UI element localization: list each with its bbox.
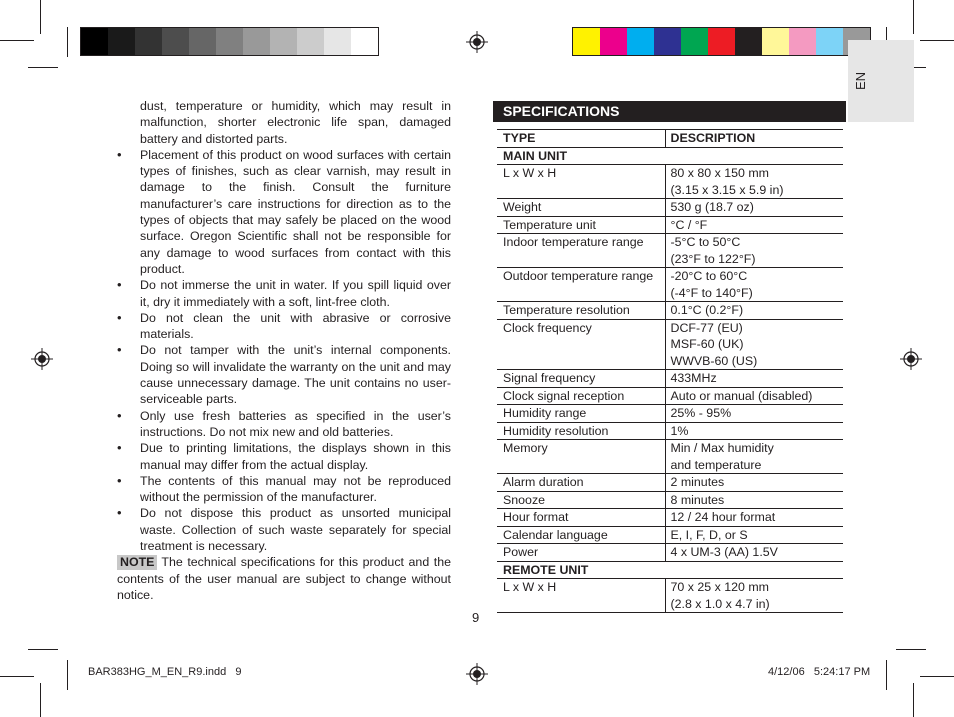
spec-description-line: 1% [670, 423, 689, 438]
table-row [497, 526, 843, 544]
table-row [497, 268, 843, 302]
table-row [497, 216, 843, 234]
spec-description-cell [665, 440, 843, 474]
list-item-text: Placement of this product on wood surfaces with certain types of finishes, such as clear varnish, may result in damage to the finish. Consult the furniture manufacturer’s care instructions for direction as to the types of objects that may safely be placed on the wood surface. Oregon Scientific shall not be responsible for any damage to wood surfaces from contact with this product. [140, 147, 451, 276]
spec-type-cell: Indoor temperature range [497, 234, 665, 268]
crop-mark [40, 683, 41, 717]
list-item [117, 440, 451, 473]
list-item [117, 342, 451, 407]
table-header-row [497, 130, 843, 148]
specifications-table [497, 129, 843, 613]
bullet-icon: • [117, 146, 122, 162]
crop-mark [67, 660, 68, 690]
color-swatch [270, 28, 297, 55]
crop-mark [886, 660, 887, 690]
spec-type-cell: Outdoor temperature range [497, 268, 665, 302]
bullet-icon: • [117, 505, 122, 521]
spec-description-line: WWVB-60 (US) [670, 353, 758, 368]
color-swatch [600, 28, 627, 55]
intro-paragraph: dust, temperature or humidity, which may result in malfunction, shorter electronic life span, damaged battery and distorted parts. [140, 99, 451, 146]
color-swatch [189, 28, 216, 55]
spec-type-cell: Temperature unit [497, 216, 665, 234]
precautions-list [117, 147, 451, 554]
table-row [497, 474, 843, 492]
crop-mark [0, 676, 34, 677]
registration-mark-icon [900, 348, 922, 370]
section-row [497, 147, 843, 165]
spec-description-cell [665, 422, 843, 440]
color-swatch [789, 28, 816, 55]
spec-type-cell: L x W x H [497, 165, 665, 199]
spec-description-cell [665, 405, 843, 423]
table-row [497, 544, 843, 562]
table-row [497, 491, 843, 509]
spec-description-line: 4 x UM-3 (AA) 1.5V [670, 545, 778, 559]
spec-description-line: -20°C to 60°C [670, 269, 748, 283]
spec-description-cell [665, 199, 843, 217]
spec-description-line: 2 minutes [670, 475, 725, 489]
list-item [117, 277, 451, 310]
spec-description-cell [665, 370, 843, 388]
list-item-text: Do not dispose this product as unsorted municipal waste. Collection of such waste separately for special treatment is necessary. [140, 506, 451, 554]
spec-description-cell [665, 474, 843, 492]
list-item [117, 147, 451, 277]
color-swatch [816, 28, 843, 55]
column-header-type: TYPE [497, 130, 665, 148]
color-swatch [351, 28, 378, 55]
color-swatch [324, 28, 351, 55]
spec-type-cell: L x W x H [497, 579, 665, 613]
spec-description-cell [665, 526, 843, 544]
color-swatch [708, 28, 735, 55]
table-row [497, 509, 843, 527]
bullet-icon: • [117, 407, 122, 423]
bullet-icon: • [117, 342, 122, 358]
crop-mark [67, 27, 68, 57]
color-swatch [108, 28, 135, 55]
registration-mark-icon [31, 348, 53, 370]
spec-description-line: (2.8 x 1.0 x 4.7 in) [670, 596, 770, 611]
spec-type-cell: Calendar language [497, 526, 665, 544]
spec-description-line: °C / °F [670, 217, 708, 232]
table-row [497, 405, 843, 423]
language-tab-label: EN [853, 71, 868, 90]
spec-description-line: 70 x 25 x 120 mm [670, 580, 769, 594]
spec-description-cell [665, 491, 843, 509]
color-swatch [162, 28, 189, 55]
spec-description-line: 25% - 95% [670, 406, 732, 420]
list-item [117, 473, 451, 506]
spec-type-cell: Clock frequency [497, 319, 665, 370]
spec-description-line: and temperature [670, 457, 762, 472]
column-header-description: DESCRIPTION [665, 130, 843, 148]
color-swatch [654, 28, 681, 55]
spec-description-line: 0.1°C (0.2°F) [670, 303, 744, 317]
crop-mark [896, 649, 926, 650]
spec-description-cell [665, 302, 843, 320]
spec-description-line: (3.15 x 3.15 x 5.9 in) [670, 182, 784, 197]
crop-mark [0, 40, 34, 41]
spec-description-line: E, I, F, D, or S [670, 527, 748, 542]
crop-mark [28, 649, 58, 650]
color-swatch [297, 28, 324, 55]
spec-description-cell [665, 544, 843, 562]
spec-description-line: Min / Max humidity [670, 441, 774, 455]
spec-type-cell: Snooze [497, 491, 665, 509]
bullet-icon: • [117, 472, 122, 488]
spec-type-cell: Memory [497, 440, 665, 474]
table-row [497, 302, 843, 320]
list-item [117, 310, 451, 343]
registration-mark-icon [466, 663, 488, 685]
spec-description-line: -5°C to 50°C [670, 235, 741, 249]
color-swatch [573, 28, 600, 55]
spec-type-cell: Temperature resolution [497, 302, 665, 320]
list-item [117, 505, 451, 554]
registration-mark-icon [466, 31, 488, 53]
page-number: 9 [472, 610, 480, 625]
color-swatch [135, 28, 162, 55]
spec-description-cell [665, 387, 843, 405]
spec-type-cell: Weight [497, 199, 665, 217]
footer-timestamp: 4/12/06 5:24:17 PM [768, 666, 871, 678]
section-title: MAIN UNIT [497, 147, 843, 165]
spec-description-line: 530 g (18.7 oz) [670, 200, 754, 214]
spec-description-line: 80 x 80 x 150 mm [670, 166, 769, 180]
spec-description-line: (-4°F to 140°F) [670, 285, 753, 300]
bullet-icon: • [117, 309, 122, 325]
color-swatch [627, 28, 654, 55]
color-swatch [762, 28, 789, 55]
spec-type-cell: Humidity range [497, 405, 665, 423]
spec-type-cell: Alarm duration [497, 474, 665, 492]
spec-description-cell [665, 579, 843, 613]
list-item-text: Do not immerse the unit in water. If you spill liquid over it, dry it immediately with a soft, lint-free cloth. [140, 278, 451, 309]
note-text: The technical specifications for this product and the contents of the user manual are subject to change without notice. [117, 555, 451, 602]
crop-mark [920, 40, 954, 41]
crop-mark [920, 676, 954, 677]
list-item-text: The contents of this manual may not be reproduced without the permission of the manufacturer. [140, 473, 451, 505]
note-label: NOTE [117, 555, 157, 570]
crop-mark [28, 67, 58, 68]
spec-description-cell [665, 319, 843, 370]
spec-description-line: 12 / 24 hour format [670, 510, 776, 524]
spec-description-cell [665, 234, 843, 268]
table-row [497, 319, 843, 370]
spec-description-line: (23°F to 122°F) [670, 251, 756, 266]
specifications-body [497, 147, 843, 613]
crop-mark [913, 0, 914, 34]
table-row [497, 579, 843, 613]
table-row [497, 199, 843, 217]
spec-description-line: 433MHz [670, 371, 717, 385]
footer-filename: BAR383HG_M_EN_R9.indd 9 [88, 666, 242, 678]
list-item [117, 408, 451, 441]
list-item-text: Do not tamper with the unit’s internal components. Doing so will invalidate the warranty on the unit and may cause unnecessary damage. The unit contains no user-serviceable parts. [140, 343, 451, 407]
table-row [497, 387, 843, 405]
color-swatch [81, 28, 108, 55]
color-swatch [216, 28, 243, 55]
note-paragraph [117, 554, 451, 603]
spec-description-cell [665, 216, 843, 234]
precautions-column [117, 98, 451, 603]
spec-description-line: DCF-77 (EU) [670, 320, 743, 335]
bullet-icon: • [117, 277, 122, 293]
list-item-text: Due to printing limitations, the displays shown in this manual may differ from the actual display. [140, 441, 451, 472]
spec-description-line: MSF-60 (UK) [670, 337, 744, 351]
spec-description-cell [665, 268, 843, 302]
specifications-heading: SPECIFICATIONS [493, 101, 846, 122]
list-item-text: Do not clean the unit with abrasive or corrosive materials. [140, 310, 451, 342]
table-row [497, 234, 843, 268]
spec-description-line: 8 minutes [670, 492, 725, 507]
bullet-icon: • [117, 440, 122, 456]
section-title: REMOTE UNIT [497, 561, 843, 579]
spec-type-cell: Signal frequency [497, 370, 665, 388]
color-swatch [681, 28, 708, 55]
table-row [497, 422, 843, 440]
table-row [497, 370, 843, 388]
spec-type-cell: Power [497, 544, 665, 562]
spec-description-line: Auto or manual (disabled) [670, 388, 813, 403]
color-swatch [735, 28, 762, 55]
color-swatch [243, 28, 270, 55]
table-row [497, 440, 843, 474]
spec-type-cell: Hour format [497, 509, 665, 527]
table-row [497, 165, 843, 199]
spec-type-cell: Humidity resolution [497, 422, 665, 440]
spec-type-cell: Clock signal reception [497, 387, 665, 405]
list-item-text: Only use fresh batteries as specified in the user’s instructions. Do not mix new and old batteries. [140, 408, 451, 439]
crop-mark [913, 683, 914, 717]
spec-description-cell [665, 165, 843, 199]
spec-description-cell [665, 509, 843, 527]
section-row [497, 561, 843, 579]
crop-mark [40, 0, 41, 34]
